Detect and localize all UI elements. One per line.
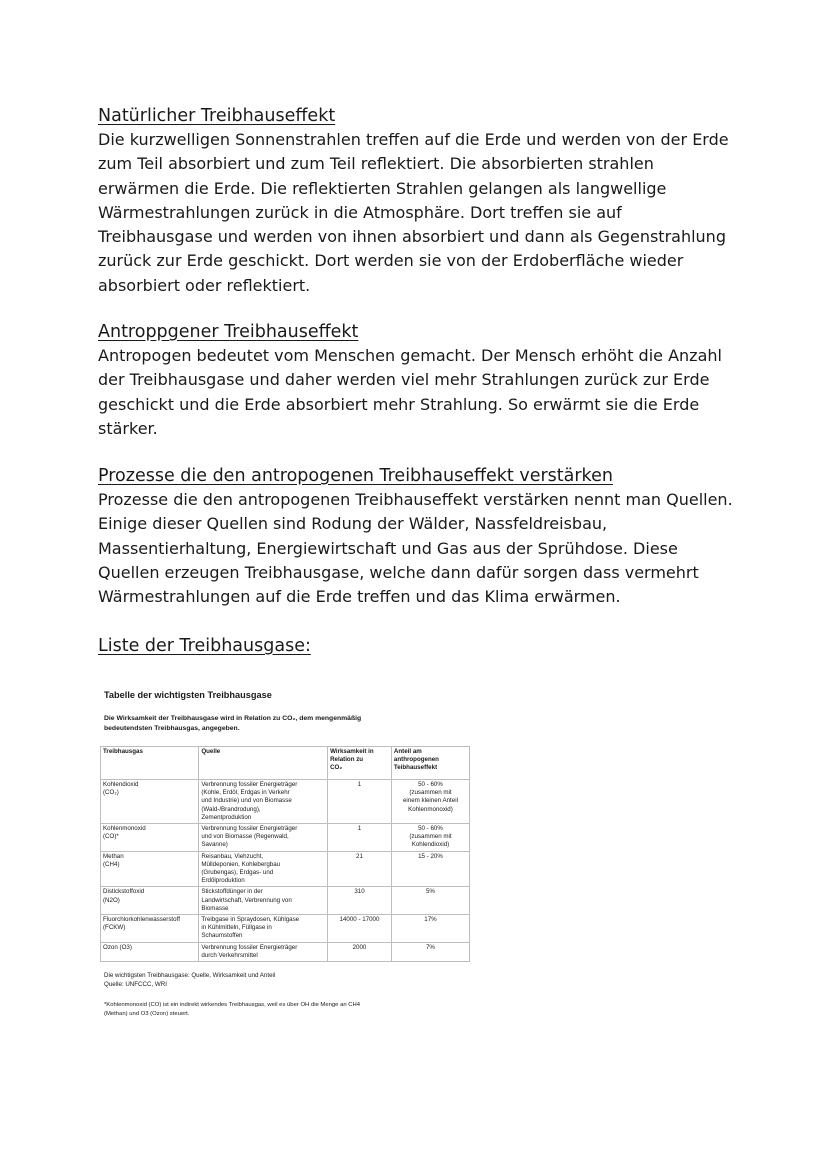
table-row <box>101 851 470 887</box>
cell-share: 50 - 60% (zusammen mit Kohlendioxid) <box>391 824 469 852</box>
cell-gas: Kohlendioxid (CO₂) <box>101 780 199 824</box>
figure-title: Tabelle der wichtigsten Treibhausgase <box>104 690 272 700</box>
cell-share: 5% <box>391 887 469 915</box>
cell-gas: Kohlenmonoxid (CO)* <box>101 824 199 852</box>
table-row <box>101 915 470 943</box>
table-row <box>101 887 470 915</box>
section-paragraph: Antropogen bedeutet vom Menschen gemacht. Der Mensch erhöht die Anzahl der Treibhausgase und daher werden viel mehr Strahlungen zurück zur Erde geschickt und die Erde absorbiert mehr Strahlung. So erwärmt sie die Erde stärker. <box>98 346 722 438</box>
cell-effectiveness: 1 <box>328 780 392 824</box>
section-heading: Liste der Treibhausgase: <box>98 636 311 656</box>
section-anthropogenic-greenhouse-effect <box>98 320 738 441</box>
cell-share: 50 - 60% (zusammen mit einem kleinen Anteil Kohlenmonoxid) <box>391 780 469 824</box>
cell-source: Treibgase in Spraydosen, Kühlgase in Kühlmitteln, Füllgase in Schaumstoffen <box>199 915 328 943</box>
section-gas-list <box>98 634 738 658</box>
greenhouse-gas-table <box>100 746 470 962</box>
section-paragraph: Die kurzwelligen Sonnenstrahlen treffen auf die Erde und werden von der Erde zum Teil absorbiert und zum Teil reflektiert. Die absorbierten strahlen erwärmen die Erde. Die reflektierten Strahlen gelangen als langwellige Wärmestrahlungen zurück in die Atmosphäre. Dort treffen sie auf Treibhausgase und werden von ihnen absorbiert und dann als Gegenstrahlung zurück zur Erde geschickt. Dort werden sie von der Erdoberfläche wieder absorbiert oder reflektiert. <box>98 130 729 295</box>
cell-effectiveness: 14000 - 17000 <box>328 915 392 943</box>
cell-share: 15 - 20% <box>391 851 469 887</box>
figure-caption: Die wichtigsten Treibhausgase: Quelle, Wirksamkeit und Anteil Quelle: UNFCCC, WRI <box>104 972 276 988</box>
cell-share: 17% <box>391 915 469 943</box>
table-row <box>101 824 470 852</box>
cell-gas: Ozon (O3) <box>101 942 199 961</box>
cell-source: Verbrennung fossiler Energieträger (Kohle, Erdöl, Erdgas in Verkehr und Industrie) und von Biomasse (Wald-/Brandrodung), Zementproduktion <box>199 780 328 824</box>
cell-effectiveness: 21 <box>328 851 392 887</box>
section-paragraph: Prozesse die den antropogenen Treibhauseffekt verstärken nennt man Quellen. Einige dieser Quellen sind Rodung der Wälder, Nassfeldreisbau, Massentierhaltung, Energiewirtschaft und Gas aus der Sprühdose. Diese Quellen erzeugen Treibhausgase, welche dann dafür sorgen dass vermehrt Wärmestrahlungen auf die Erde treffen und das Klima erwärmen. <box>98 490 733 607</box>
greenhouse-gas-table-figure <box>100 690 472 1018</box>
table-row <box>101 942 470 961</box>
cell-source: Verbrennung fossiler Energieträger durch Verkehrsmittel <box>199 942 328 961</box>
section-natural-greenhouse-effect <box>98 104 738 298</box>
cell-gas: Methan (CH4) <box>101 851 199 887</box>
header-share: Anteil am anthropogenen Teibhauseffekt <box>391 747 469 780</box>
cell-share: 7% <box>391 942 469 961</box>
cell-source: Stickstoffdünger in der Landwirtschaft, Verbrennung von Biomasse <box>199 887 328 915</box>
figure-footnote: *Kohlenmonoxid (CO) ist ein indirekt wirkendes Treibhausgas, weil es über OH die Menge an CH4 (Methan) und O3 (Ozon) steuert. <box>104 1002 361 1017</box>
table-row <box>101 780 470 824</box>
figure-intro: Die Wirksamkeit der Treibhausgase wird in Relation zu CO₂, dem mengenmäßig bedeutendsten Treibhausgas, angegeben. <box>104 715 362 732</box>
cell-source: Reisanbau, Viehzucht, Mülldeponien, Kohlebergbau (Grubengas), Erdgas- und Erdölproduktion <box>199 851 328 887</box>
section-heading: Antroppgener Treibhauseffekt <box>98 322 359 342</box>
header-effectiveness: Wirksamkeit in Relation zu CO₂ <box>328 747 392 780</box>
cell-gas: Fluorchlorkohlenwasserstoff (FCKW) <box>101 915 199 943</box>
header-source: Quelle <box>199 747 328 780</box>
header-gas: Treibhausgas <box>101 747 199 780</box>
cell-gas: Distickstoffoxid (N2O) <box>101 887 199 915</box>
section-heading: Prozesse die den antropogenen Treibhauseffekt verstärken <box>98 466 613 486</box>
cell-source: Verbrennung fossiler Energieträger und von Biomasse (Regenwald, Savanne) <box>199 824 328 852</box>
cell-effectiveness: 1 <box>328 824 392 852</box>
cell-effectiveness: 310 <box>328 887 392 915</box>
section-heading: Natürlicher Treibhauseffekt <box>98 106 336 126</box>
cell-effectiveness: 2000 <box>328 942 392 961</box>
table-header-row <box>101 747 470 780</box>
section-processes <box>98 464 738 609</box>
